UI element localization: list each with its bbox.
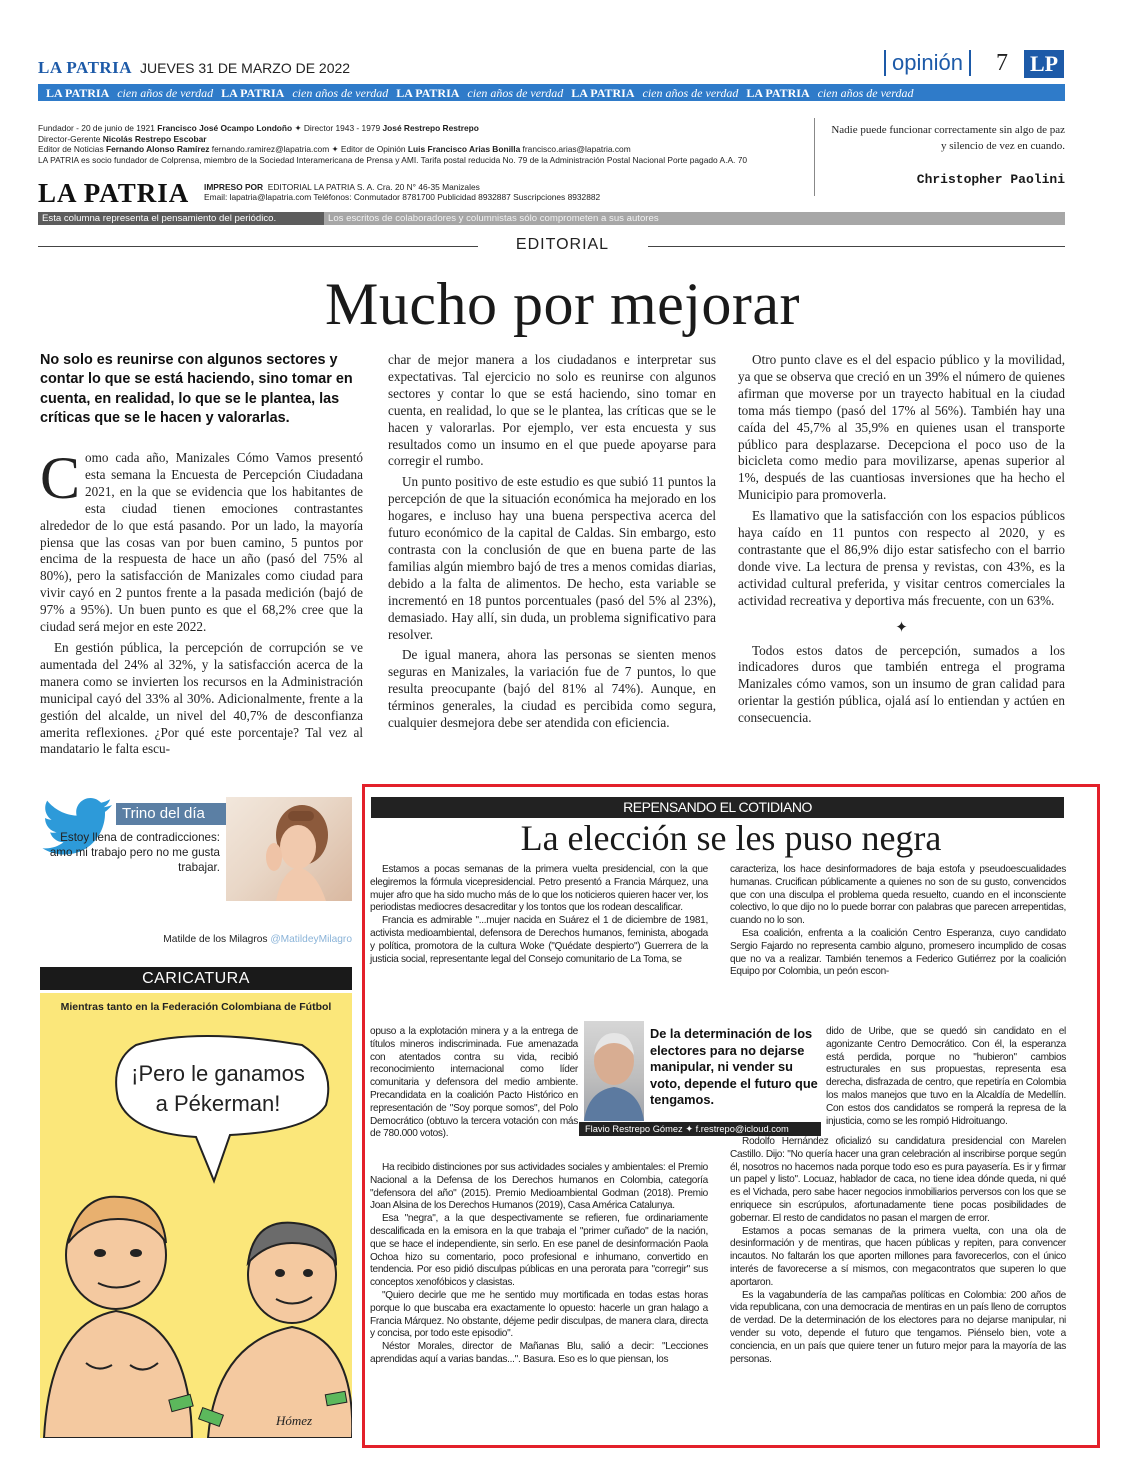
banner-slogan: cien años de verdad xyxy=(117,86,214,100)
paragraph: Es la vagabundería de las campañas políticas en Colombia: 200 años de vida republicana, con una democracia de mentiras en un país lleno de corruptos de verdad. De la determinación de los electores para no dejarse manipular, ni vender su voto, depende el futuro que tengamos. Piénselo bien, vote a conciencia, en un país que quiere tener un futuro mejor para la mayoría de las personas. xyxy=(730,1289,1066,1365)
paragraph: Estamos a pocas semanas de la primera vuelta, con una ola de desinformación y de mentiras, que hacen públicas y repiten, para convencer incautos. No faltarán los que aporten millones para favorecerlos, con el único interés de favorecerse a sí mismos, con megacontratos que superen lo que aportaron. xyxy=(730,1225,1066,1288)
banner-brand: LA PATRIA xyxy=(746,86,810,100)
banner-slogan: cien años de verdad xyxy=(467,86,564,100)
drop-cap: C xyxy=(40,445,81,511)
column-text-1b xyxy=(370,1026,578,1141)
author-byline: Flavio Restrepo Gómez ✦ f.restrepo@icloud.com xyxy=(579,1122,821,1136)
editorial-column-2 xyxy=(388,352,716,736)
founder-name: Francisco José Ocampo Londoño xyxy=(157,123,293,133)
paragraph: "Quiero decirle que me he sentido muy mortificada en todas estas horas porque lo que buscaba era exactamente lo opuesto: hacerle un gran halago a Francia Márquez. No obstante, déjeme pedir disculpas, de manera clara, directa y concisa, por todo este episodio". xyxy=(370,1289,708,1340)
quote-author: Christopher Paolini xyxy=(916,172,1065,187)
editorial-lead: No solo es reunirse con algunos sectores y contar lo que se está haciendo, sino tomar en cuenta, en realidad, lo que se le plantea, las críticas que se le hacen y valorarlas. xyxy=(40,352,353,427)
separator-diamond-icon: ✦ xyxy=(895,619,908,636)
editorial-column-3 xyxy=(738,352,1065,731)
editorial-headline: Mucho por mejorar xyxy=(324,271,801,337)
paragraph: Es llamativo que la satisfacción con los espacios públicos haya caído en 11 puntos con respecto al 2020, y es contrastante que el 86,9% dijo estar satisfecho con el barrio donde vive. La lectura de prensa y revistas, con 43%, es la actividad cultural preferida, y visitar centros comerciales la actividad recreativa y deportiva más frecuente, con un 63%. xyxy=(738,508,1065,608)
contact-info: Email: lapatria@lapatria.com Teléfonos: Conmutador 8781700 Publicidad 8932887 Suscripciones 8932882 xyxy=(204,192,601,202)
paragraph: En gestión pública, la percepción de corrupción se ve aumentada del 24% al 32%, y la satisfacción acerca de la manera como se invierten los recursos en la Administración municipal cayó del 33% al 30%. Adicionalmente, frente a la gestión del alcalde, un nivel del 40,7% de desconfianza amerita reflexiones. ¿Por qué este porcentaje? Tal vez al mandatario le falta escu- xyxy=(40,639,363,757)
speech-line-2: a Pékerman! xyxy=(155,1091,281,1116)
lp-logo-badge: LP xyxy=(1024,50,1064,78)
credit-text: fernando.ramirez@lapatria.com ✦ Editor de Opinión xyxy=(209,144,408,154)
news-editor-name: Fernando Alonso Ramírez xyxy=(105,144,210,154)
paragraph: Un punto positivo de este estudio es que subió 11 puntos la percepción de que la situación económica ha mejorado en los hogares, e incluso hay una buena perspectiva acerca del futuro económico de la capital de Caldas. Sin embargo, esto contrasta con la conclusión de que en buena parte de las familias algún miembro bajó de tres a menos comidas diarias, debido a la falta de alimentos. De hecho, esta variable se incrementó en 18 puntos porcentuales (pasó del 5% al 23%), demasiado. Hay allí, sin duda, un problema significativo para resolver. xyxy=(388,474,716,642)
speech-line-1: ¡Pero le ganamos xyxy=(131,1061,305,1086)
paragraph: Esa "negra", a la que despectivamente se refieren, fue ordinariamente descalificada en la emisora en la que trabaja el "primer cuñado" de la nación, que se hace el independiente, sin serlo. En ese panel de desinformación Paola Ochoa hizo su comentario, poco profesional e inhumano, convertido en tendencia. Por eso pidió disculpas públicas en una perorata para "corregir" sus conceptos xenofóbicos y clasistas. xyxy=(370,1213,708,1289)
issue-date: JUEVES 31 DE MARZO DE 2022 xyxy=(140,60,351,76)
cartoon-caption: Mientras tanto en la Federación Colombiana de Fútbol xyxy=(60,1001,332,1013)
banner-brand: LA PATRIA xyxy=(396,86,460,100)
credit-text: LA PATRIA es socio fundador de Colprensa, miembro de la Sociedad Interamericana de Prensa y AMI. Tarifa postal reducida No. 79 de la Administración Postal Nacional Porte pagado A.A. 70 xyxy=(38,154,748,165)
opinion-editor-name: Luis Francisco Arias Bonilla xyxy=(407,144,521,154)
paragraph: De igual manera, ahora las personas se sienten menos seguras en Manizales, la variación fue de 7 puntos, lo que resulta preocupante (bajó del 81% al 74%). Aunque, en términos generales, la ciudad es percibida como segura, cualquier desmejora debe ser atendida con eficiencia. xyxy=(388,647,716,731)
page-number: 7 xyxy=(996,50,1008,76)
manager-name: Nicolás Restrepo Escobar xyxy=(102,133,207,144)
printed-by-info xyxy=(204,182,600,202)
paragraph: Francia es admirable "...mujer nacida en Suárez el 1 de diciembre de 1981, activista medioambiental, defensora de Derechos humanos, feminista, abogada y política, promotora de la cultura Woke ("Quédate despierto") Guerrera de la justicia social, representante legal del Consejo comunitario de La Toma, se xyxy=(370,915,708,965)
credit-text: Fundador - 20 de junio de 1921 xyxy=(38,123,158,133)
disclaimer-right-box xyxy=(324,212,1065,225)
column-headline: La elección se les puso negra xyxy=(520,818,942,858)
banner-brand: LA PATRIA xyxy=(221,86,285,100)
paragraph: char de mejor manera a los ciudadanos e interpretar sus expectativas. Tal ejercicio no solo es reunirse con algunos sectores y contar lo que se está haciendo, sino tomar en cuenta, en realidad, lo que se le plantea, las críticas que se le hacen y valorarlas. Por ejemplo, ver esta encuesta y sus resultados como un insumo en el que puede apoyarse para corregir el rumbo. xyxy=(388,352,716,469)
trino-author xyxy=(40,934,352,945)
director-name: José Restrepo Restrepo xyxy=(382,123,479,133)
caricatura-cartoon xyxy=(40,993,352,1438)
page-header xyxy=(38,50,1068,82)
paragraph: Estamos a pocas semanas de la primera vuelta presidencial, con la que elegiremos la fórmula vicepresidencial. Petro presentó a Francia Márquez, una mujer afro que ha sido mucho más de lo que los noticieros quieren hacer ver, los periodistas mediocres desacreditar y los tontos que los rodean descalificar. xyxy=(370,864,708,914)
disclaimer-left: Esta columna representa el pensamiento del periódico. xyxy=(42,213,277,224)
cartoonist-signature: Hómez xyxy=(276,1413,313,1428)
banner-segment xyxy=(563,85,738,101)
credit-text: francisco.arias@lapatria.com xyxy=(520,144,631,154)
banner-segment xyxy=(213,85,388,101)
brand-logo: LA PATRIA xyxy=(38,58,133,77)
credit-text: Editor de Noticias xyxy=(38,144,106,154)
trino-author-name: Matilde de los Milagros xyxy=(163,934,271,945)
banner-segment xyxy=(38,85,213,101)
column-kicker: REPENSANDO EL COTIDIANO xyxy=(371,797,1064,818)
trino-photo xyxy=(226,797,352,901)
disclaimer-right: Los escritos de colaboradores y columnistas sólo comprometen a sus autores xyxy=(328,213,659,224)
editorial-column-1 xyxy=(40,445,363,762)
masthead-credits xyxy=(38,123,798,165)
paragraph: Néstor Morales, director de Mañanas Blu, salió a decir: "Lecciones aprendidas aquí a varias bandas...". Basura. Eso es lo que piensan, los xyxy=(370,1341,708,1365)
paragraph: opuso a la explotación minera y a la entrega de títulos mineros indiscriminada. Fue amenazada con atentados contra su vida, recibió reconocimiento internacional como líder comunitaria y defensora del medio ambiente. Precandidata en la coalición Pacto Histórico en representación de "Soy porque somos", del Polo Democrático (obtuvo la tercera votación con más de 780.000 votos). xyxy=(370,1026,578,1140)
disclaimer-bar xyxy=(38,212,1065,225)
masthead-logo: LA PATRIA xyxy=(38,178,190,208)
quote-box xyxy=(814,118,1067,196)
credit-text: Director-Gerente xyxy=(38,133,103,144)
banner-segment xyxy=(738,85,913,101)
paragraph: Ha recibido distinciones por sus actividades sociales y ambientales: el Premio Nacional a la Defensa de los Derechos humanos en Colombia, categoría "defensora del año" (2015). Premio Medioambiental Godman (2018). Premio Joan Alsina de los Derechos Humanos (2019), Casa América Catalunya. xyxy=(370,1162,708,1212)
quote-text: Nadie puede funcionar correctamente sin algo de paz y silencio de vez en cuando. xyxy=(831,124,1065,152)
paragraph: Todos estos datos de percepción, sumados a los indicadores duros que también entrega el programa Manizales cómo vamos, son un insumo de gran calidad para orientar la gestión pública, ojalá así lo entiendan y actúen en consecuencia. xyxy=(738,642,1065,726)
banner-brand: LA PATRIA xyxy=(571,86,635,100)
banner-slogan: cien años de verdad xyxy=(817,86,914,100)
paragraph: Rodolfo Hernández oficializó su candidatura presidencial con Marelen Castillo. Dijo: "No quería hacer una gran celebración al inscribirse porque según él, nosotros no hacemos nada porque todo eso es pura payasería. Es ir y firmar un papel y listo". Locuaz, hablador de caca, no tiene idea dónde queda, ni qué es el Vichada, pero sabe hacer negocios inmobiliarios perversos con los que se enriquece sin escrúpulos, afortunadamente tiene pocas posibilidades de gobernar. El resto de candidatos no pasan el margen de error. xyxy=(730,1136,1066,1224)
paragraph: dido de Uribe, que se quedó sin candidato en el agonizante Centro Democrático. Con él, la esperanza está perdida, porque no "hubieron" cambios estructurales en sus propuestas, representa esa derecha, disfrazada de centro, que repetiría en Colombia los malos manejos que tuvo en la Alcaldía de Medellín. Con estos dos candidatos se romperá la represa de la injusticia, como se les rompió Hidroituango. xyxy=(826,1026,1066,1127)
trino-title: Trino del día xyxy=(116,803,232,825)
banner-slogan: cien años de verdad xyxy=(642,86,739,100)
paragraph: omo cada año, Manizales Cómo Vamos presentó esta semana la Encuesta de Percepción Ciudadana 2021, en la que se evidencia que los habitantes de esta ciudad tienen emociones contrastantes alrededor de lo que está pasando. Por un lado, la mayoría piensa que las cosas van por buen camino, 5 puntos por encima de la respuesta de hace un año (pasó del 75% al 80%), pero la satisfacción de Manizales como ciudad para vivir cayó en 2 puntos frente a la pasada medición (bajó de 97% a 95%). Un buen punto es que el 68,2% cree que la ciudad será mejor en este 2022. xyxy=(40,450,363,635)
column-text-2c xyxy=(730,1136,1066,1366)
trino-text: Estoy llena de contradicciones: amo mi trabajo pero no me gusta trabajar. xyxy=(49,831,220,874)
printed-label: IMPRESO POR xyxy=(204,182,264,192)
banner-brand: LA PATRIA xyxy=(46,86,110,100)
banner-slogan: cien años de verdad xyxy=(292,86,389,100)
column-text-2 xyxy=(730,864,1066,979)
printer-address: EDITORIAL LA PATRIA S. A. Cra. 20 N° 46-35 Manizales xyxy=(267,182,480,192)
banner-segment xyxy=(388,85,563,101)
caricatura-label: CARICATURA xyxy=(40,967,352,990)
paragraph: Esa coalición, enfrenta a la coalición Centro Esperanza, cuyo candidato Sergio Fajardo no representa cambio alguno, promesero incumplido de cosas que no va a realizar. También tenemos a Federico Gutiérrez por la coalición Equipo por Colombia, un peón escon- xyxy=(730,927,1066,978)
paragraph: caracteriza, los hace desinformadores de baja estofa y pseudoescualidades humanas. Crucifican públicamente a quienes no son de su gusto, convencidos que con una disculpa el problema queda resuelto, cuando en el inconsciente colectivo, lo que dijo no lo puede borrar con palabras que parecen arrepentidas, cuando no lo son. xyxy=(730,864,1066,927)
section-name: opinión xyxy=(884,50,971,76)
column-text-2b xyxy=(826,1026,1066,1128)
editorial-label: EDITORIAL xyxy=(515,236,610,253)
author-photo xyxy=(584,1021,644,1121)
slogan-banner xyxy=(38,84,1065,101)
credit-text: ✦ Director 1943 - 1979 xyxy=(292,123,383,133)
trino-handle[interactable]: @MatildeyMilagro xyxy=(270,934,352,945)
paragraph: Otro punto clave es el del espacio público y la movilidad, ya que se observa que creció en un 39% el número de quienes afirman que moverse por un trayecto habitual en la ciudad toma más tiempo (pasó del 17% al 56%). También hay una caída del 45,7% al 35,9% en quienes usan el transporte público para desplazarse. Decepciona el poco uso de la bicicleta como medio para movilizarse, apenas superior al 1%, después de las cuantiosas inversiones que ha hecho el Municipio para promoverla. xyxy=(738,352,1065,503)
pull-quote: De la determinación de los electores para no dejarse manipular, ni vender su voto, depende el futuro que tengamos. xyxy=(650,1026,818,1107)
column-text-1 xyxy=(370,864,708,966)
column-text-1c xyxy=(370,1162,708,1367)
